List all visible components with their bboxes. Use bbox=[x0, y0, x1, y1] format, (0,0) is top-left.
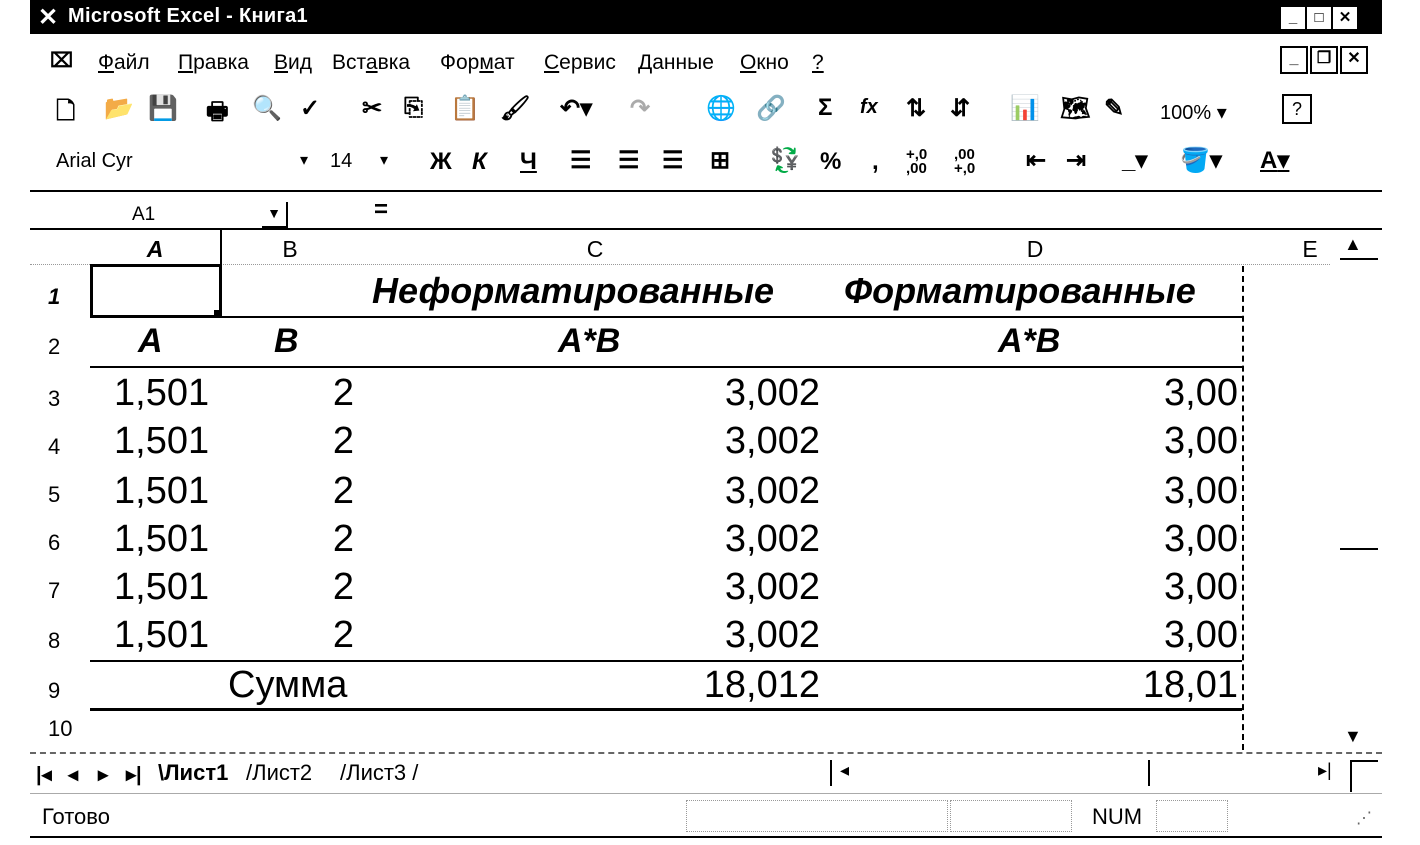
drawing-icon[interactable]: ✎ bbox=[1104, 95, 1125, 122]
menu-help[interactable]: ? bbox=[812, 51, 824, 74]
maximize-icon[interactable]: □ bbox=[1306, 6, 1332, 30]
row-header-5[interactable]: 5 bbox=[48, 482, 61, 507]
menu-file[interactable]: Файл bbox=[98, 51, 150, 74]
scroll-track-top bbox=[1340, 258, 1378, 260]
name-box-value: A1 bbox=[132, 204, 156, 225]
comma-button[interactable]: , bbox=[872, 148, 879, 175]
col-header-e[interactable]: E bbox=[1302, 236, 1318, 262]
page-break-line bbox=[1242, 266, 1244, 750]
cell-c4[interactable]: 3,002 bbox=[724, 420, 820, 462]
save-icon[interactable]: 💾 bbox=[148, 95, 178, 122]
cell-a8[interactable]: 1,501 bbox=[114, 614, 210, 656]
name-box[interactable] bbox=[36, 196, 280, 226]
cell-b7[interactable]: 2 bbox=[332, 566, 354, 608]
cell-c5[interactable]: 3,002 bbox=[724, 470, 820, 512]
font-dropdown-icon[interactable]: ▾ bbox=[300, 152, 309, 169]
menu-format[interactable]: Формат bbox=[440, 51, 515, 74]
column-divider bbox=[220, 230, 222, 264]
sort-descending-icon[interactable]: ⇵ bbox=[950, 95, 971, 122]
cell-a5[interactable]: 1,501 bbox=[114, 470, 210, 512]
worksheet bbox=[30, 228, 1382, 750]
row-header-7[interactable]: 7 bbox=[48, 578, 61, 603]
menu-edit[interactable]: Правка bbox=[178, 51, 249, 74]
doc-restore-icon[interactable]: ❐ bbox=[1310, 46, 1338, 74]
status-panel bbox=[1156, 800, 1228, 832]
cell-d3[interactable]: 3,00 bbox=[1164, 372, 1238, 414]
cell-d4[interactable]: 3,00 bbox=[1164, 420, 1238, 462]
row-header-10[interactable]: 10 bbox=[48, 716, 73, 741]
bold-button[interactable]: Ж bbox=[430, 148, 452, 175]
border-line bbox=[90, 366, 1242, 368]
cell-c6[interactable]: 3,002 bbox=[724, 518, 820, 560]
cell-d5[interactable]: 3,00 bbox=[1164, 470, 1238, 512]
size-dropdown-icon[interactable]: ▾ bbox=[380, 152, 389, 169]
scroll-corner bbox=[1350, 760, 1378, 792]
cell-d9[interactable]: 18,01 bbox=[1142, 664, 1238, 706]
align-center-icon[interactable]: ☰ bbox=[618, 147, 640, 174]
menu-window[interactable]: Окно bbox=[740, 51, 789, 74]
document-icon[interactable]: ⌧ bbox=[50, 50, 74, 72]
autosum-icon[interactable]: Σ bbox=[818, 94, 833, 121]
row-header-2[interactable]: 2 bbox=[48, 334, 61, 359]
scroll-down-icon[interactable]: ▼ bbox=[1344, 726, 1362, 746]
cell-c1[interactable]: Неформатированные bbox=[372, 270, 774, 311]
cell-d6[interactable]: 3,00 bbox=[1164, 518, 1238, 560]
hyperlink-icon[interactable]: 🔗 bbox=[756, 95, 786, 122]
cell-d7[interactable]: 3,00 bbox=[1164, 566, 1238, 608]
help-icon[interactable]: ? bbox=[1282, 94, 1312, 124]
align-left-icon[interactable]: ☰ bbox=[570, 147, 592, 174]
function-icon[interactable]: fx bbox=[860, 96, 878, 118]
cell-b5[interactable]: 2 bbox=[332, 470, 354, 512]
column-header-row bbox=[30, 230, 1330, 265]
sort-ascending-icon[interactable]: ⇅ bbox=[906, 95, 927, 122]
increase-decimal-button[interactable]: +,0 ,00 bbox=[906, 146, 928, 177]
status-ready-text: Готово bbox=[42, 804, 110, 829]
cell-a6[interactable]: 1,501 bbox=[114, 518, 210, 560]
align-right-icon[interactable]: ☰ bbox=[662, 147, 684, 174]
border-line bbox=[90, 708, 1242, 711]
horizontal-scrollbar[interactable] bbox=[830, 760, 1150, 786]
cell-a7[interactable]: 1,501 bbox=[114, 566, 210, 608]
underline-button[interactable]: Ч bbox=[520, 148, 537, 175]
scroll-thumb[interactable] bbox=[1340, 548, 1378, 550]
num-lock-indicator: NUM bbox=[1092, 804, 1143, 829]
sheet-tab-2[interactable]: /Лист2 bbox=[246, 760, 313, 785]
prev-sheet-icon[interactable]: ◂ bbox=[68, 764, 79, 786]
cell-c3[interactable]: 3,002 bbox=[724, 372, 820, 414]
scroll-right-icon[interactable]: ▸| bbox=[1318, 760, 1332, 780]
menu-view[interactable]: Вид bbox=[274, 51, 312, 74]
sheet-tab-1[interactable]: \Лист1 bbox=[158, 760, 229, 785]
size-select[interactable]: 14 bbox=[330, 150, 353, 172]
row-header-8[interactable]: 8 bbox=[48, 628, 61, 653]
row-header-1[interactable]: 1 bbox=[48, 284, 61, 309]
row-header-4[interactable]: 4 bbox=[48, 434, 61, 459]
italic-button[interactable]: К bbox=[472, 148, 487, 175]
cell-d1[interactable]: Форматированные bbox=[844, 270, 1196, 311]
cell-b2[interactable]: B bbox=[274, 322, 299, 360]
status-panel bbox=[686, 800, 948, 832]
percent-button[interactable]: % bbox=[820, 148, 842, 175]
col-header-b[interactable]: B bbox=[282, 236, 298, 262]
new-icon[interactable]: 🗋 bbox=[56, 98, 76, 125]
formatting-toolbar bbox=[30, 136, 1382, 188]
border-line bbox=[90, 660, 1242, 662]
decrease-decimal-button[interactable]: ,00 +,0 bbox=[954, 146, 976, 177]
menu-tools[interactable]: Сервис bbox=[544, 51, 616, 74]
menu-data[interactable]: Данные bbox=[638, 51, 714, 74]
cell-c7[interactable]: 3,002 bbox=[724, 566, 820, 608]
status-bar bbox=[30, 793, 1382, 838]
cell-d8[interactable]: 3,00 bbox=[1164, 614, 1238, 656]
cell-a4[interactable]: 1,501 bbox=[114, 420, 210, 462]
name-box-dropdown-icon[interactable]: ▼ bbox=[262, 202, 288, 228]
active-cell-a1[interactable] bbox=[90, 264, 222, 318]
scroll-left-icon[interactable]: ◂ bbox=[840, 760, 850, 780]
font-color-button[interactable]: А▾ bbox=[1260, 147, 1290, 174]
excel-icon[interactable]: ✕ bbox=[38, 4, 59, 31]
standard-toolbar bbox=[30, 86, 1382, 136]
formula-bar bbox=[30, 190, 1382, 230]
sheet-tab-3[interactable]: /Лист3 / bbox=[340, 760, 419, 785]
window-title: Microsoft Excel - Книга1 bbox=[68, 5, 308, 27]
open-icon[interactable]: 📂 bbox=[104, 95, 134, 122]
undo-icon[interactable]: ↶▾ bbox=[560, 95, 593, 122]
cut-icon[interactable]: ✂ bbox=[362, 95, 383, 122]
last-sheet-icon[interactable]: ▸| bbox=[126, 764, 142, 786]
merge-center-icon[interactable]: ⊞ bbox=[710, 147, 731, 174]
sheet-tab-bar bbox=[30, 752, 1382, 794]
col-header-a[interactable]: A bbox=[146, 236, 164, 262]
map-icon[interactable]: 🗺 bbox=[1060, 95, 1091, 122]
doc-close-icon[interactable]: ✕ bbox=[1340, 46, 1368, 74]
cell-c8[interactable]: 3,002 bbox=[724, 614, 820, 656]
cell-c2[interactable]: A*B bbox=[558, 322, 621, 360]
format-painter-icon[interactable]: 🖌 bbox=[500, 95, 531, 122]
spelling-icon[interactable]: ✓ bbox=[300, 95, 321, 122]
cell-a2[interactable]: A bbox=[138, 322, 163, 360]
cell-b3[interactable]: 2 bbox=[332, 372, 354, 414]
borders-icon[interactable]: _▾ bbox=[1122, 147, 1148, 174]
decrease-indent-icon[interactable]: ⇤ bbox=[1026, 147, 1047, 174]
border-line bbox=[90, 316, 1242, 318]
col-header-c[interactable]: C bbox=[586, 236, 604, 262]
copy-icon[interactable]: ⎘ bbox=[404, 94, 424, 121]
next-sheet-icon[interactable]: ▸ bbox=[98, 764, 109, 786]
web-toolbar-icon[interactable]: 🌐 bbox=[706, 95, 736, 122]
print-preview-icon[interactable]: 🔍 bbox=[252, 95, 282, 122]
cell-a3[interactable]: 1,501 bbox=[114, 372, 210, 414]
print-icon[interactable]: 🖶 bbox=[206, 98, 229, 125]
chart-wizard-icon[interactable]: 📊 bbox=[1010, 95, 1040, 122]
currency-icon[interactable]: 💱 bbox=[770, 147, 800, 174]
cell-b9-sum-label[interactable]: Сумма bbox=[228, 664, 348, 706]
row-header-6[interactable]: 6 bbox=[48, 530, 61, 555]
title-bar bbox=[30, 0, 1382, 34]
increase-indent-icon[interactable]: ⇥ bbox=[1066, 147, 1087, 174]
font-select[interactable]: Arial Cyr bbox=[56, 150, 133, 172]
doc-minimize-icon[interactable]: _ bbox=[1280, 46, 1308, 74]
cell-c9[interactable]: 18,012 bbox=[703, 664, 820, 706]
cell-d2[interactable]: A*B bbox=[998, 322, 1061, 360]
resize-grip-icon[interactable]: ⋰ bbox=[1356, 810, 1372, 827]
formula-equals[interactable]: = bbox=[374, 196, 389, 223]
first-sheet-icon[interactable]: |◂ bbox=[36, 764, 52, 786]
cell-b4[interactable]: 2 bbox=[332, 420, 354, 462]
row-header-9[interactable]: 9 bbox=[48, 678, 61, 703]
fill-color-icon[interactable]: 🪣▾ bbox=[1180, 147, 1222, 174]
cell-b6[interactable]: 2 bbox=[332, 518, 354, 560]
scroll-up-icon[interactable]: ▲ bbox=[1344, 234, 1362, 254]
status-panel bbox=[950, 800, 1072, 832]
paste-icon[interactable]: 📋 bbox=[450, 95, 480, 122]
cell-b8[interactable]: 2 bbox=[332, 614, 354, 656]
vertical-scrollbar[interactable] bbox=[1340, 228, 1378, 748]
zoom-select[interactable]: 100% ▾ bbox=[1160, 102, 1227, 124]
redo-icon[interactable]: ↷ bbox=[630, 95, 651, 122]
row-header-3[interactable]: 3 bbox=[48, 386, 61, 411]
close-icon[interactable]: ✕ bbox=[1332, 6, 1358, 30]
menu-insert[interactable]: Вставка bbox=[332, 51, 411, 74]
minimize-icon[interactable]: _ bbox=[1280, 6, 1306, 30]
menu-bar bbox=[30, 38, 1382, 86]
col-header-d[interactable]: D bbox=[1026, 236, 1044, 262]
